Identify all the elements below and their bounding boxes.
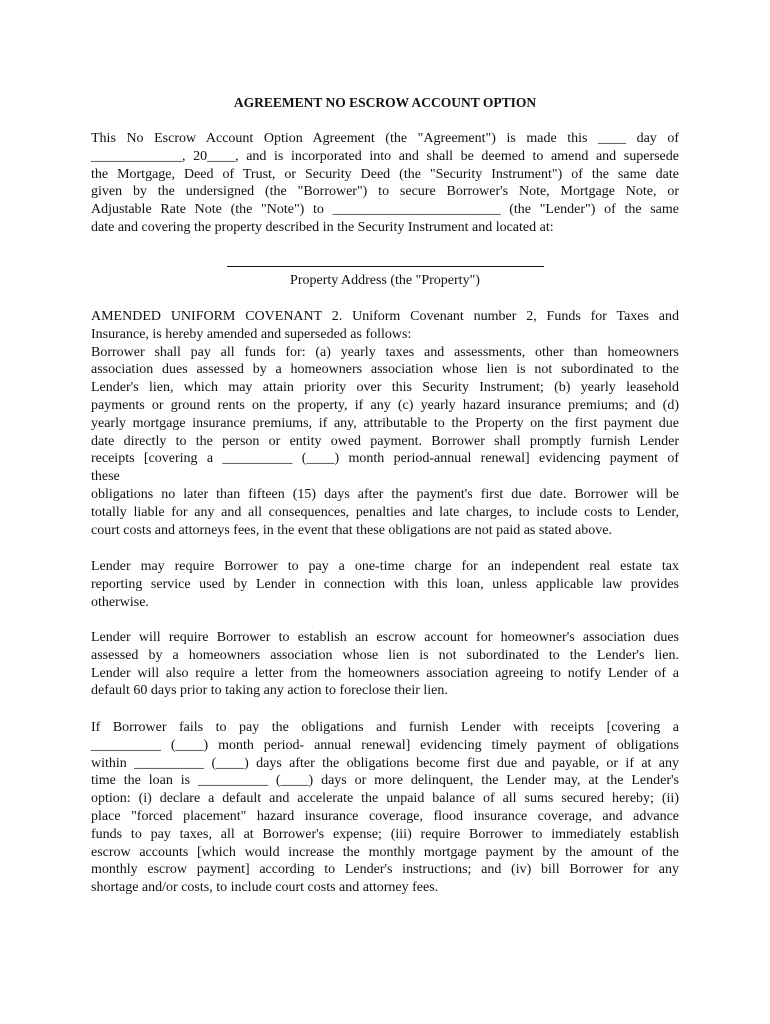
text-line: date and covering the property described in the Security Instrument and located at: [91, 219, 554, 235]
property-address-line [227, 266, 544, 267]
hoa-escrow-paragraph [91, 629, 679, 700]
text-line: Lender will require Borrower to establish an escrow account for homeowner's association dues [91, 630, 679, 645]
text-line: AMENDED UNIFORM COVENANT 2. Uniform Covenant number 2, Funds for Taxes and [91, 309, 679, 324]
text-line: If Borrower fails to pay the obligations and furnish Lender with receipts [covering a [91, 720, 679, 735]
default-paragraph [91, 719, 679, 897]
text-line: Lender will also require a letter from the homeowners association agreeing to notify Lender of a [91, 665, 679, 681]
text-line: within __________ (____) days after the obligations become first due and payable, or if at any [91, 755, 679, 771]
text-line: escrow accounts [which would increase the monthly mortgage payment by the amount of the [91, 844, 679, 860]
text-line: given by the undersigned (the "Borrower") to secure Borrower's Note, Mortgage Note, or [91, 184, 679, 200]
text-line: __________ (____) month period- annual renewal] evidencing timely payment of obligations [91, 737, 679, 753]
intro-paragraph [91, 130, 679, 237]
text-line: court costs and attorneys fees, in the event that these obligations are not paid as stated above. [91, 522, 612, 538]
property-address-label: Property Address (the "Property") [290, 273, 480, 288]
text-line: date directly to the person or entity owed payment. Borrower shall promptly furnish Lender [91, 433, 679, 449]
text-line: place "forced placement" hazard insurance coverage, flood insurance coverage, and advance [91, 808, 679, 824]
text-line: Adjustable Rate Note (the "Note") to ________________________ (the "Lender") of the same [91, 202, 679, 218]
text-line: assessed by a homeowners association whose lien is not subordinated to the Lender's lien. [91, 647, 679, 663]
text-line: the Mortgage, Deed of Trust, or Security Deed (the "Security Instrument") of the same date [91, 166, 679, 182]
text-line: these [91, 469, 120, 485]
text-line: Lender may require Borrower to pay a one-time charge for an independent real estate tax [91, 559, 679, 574]
text-line: receipts [covering a __________ (____) month period-annual renewal] evidencing payment of [91, 451, 679, 467]
text-line: default 60 days prior to taking any action to foreclose their lien. [91, 683, 448, 699]
text-line: shortage and/or costs, to include court costs and attorney fees. [91, 880, 439, 896]
text-line: payments or ground rents on the property, if any (c) yearly hazard insurance premiums; and (d) [91, 397, 679, 413]
text-line: yearly mortgage insurance premiums, if any, attributable to the Property on the first payment due [91, 415, 679, 431]
text-line: Lender's lien, which may attain priority over this Security Instrument; (b) yearly leasehold [91, 380, 679, 396]
text-line: otherwise. [91, 594, 149, 610]
text-line: This No Escrow Account Option Agreement (the "Agreement") is made this ____ day of [91, 131, 679, 146]
text-line: funds to pay taxes, all at Borrower's expense; (iii) require Borrower to immediately establish [91, 826, 679, 842]
text-line: Insurance, is hereby amended and superseded as follows: [91, 326, 412, 342]
text-line: association dues assessed by a homeowners association whose lien is not subordinated to the [91, 362, 679, 378]
text-line: reporting service used by Lender in connection with this loan, unless applicable law provides [91, 576, 679, 592]
tax-service-paragraph [91, 558, 679, 611]
covenant-paragraph [91, 308, 679, 539]
text-line: monthly escrow payment] according to Lender's instructions; and (iv) bill Borrower for any [91, 862, 679, 878]
text-line: option: (i) declare a default and accelerate the unpaid balance of all sums secured hereby; (ii) [91, 791, 679, 807]
text-line: obligations no later than fifteen (15) days after the payment's first due date. Borrower will be [91, 486, 679, 502]
document-title: AGREEMENT NO ESCROW ACCOUNT OPTION [233, 95, 537, 110]
text-line: totally liable for any and all consequences, penalties and late charges, to include costs to Lender, [91, 504, 679, 520]
text-line: _____________, 20____, and is incorporated into and shall be deemed to amend and supersede [91, 148, 679, 164]
text-line: time the loan is __________ (____) days or more delinquent, the Lender may, at the Lender's [91, 773, 679, 789]
text-line: Borrower shall pay all funds for: (a) yearly taxes and assessments, other than homeowners [91, 344, 679, 360]
